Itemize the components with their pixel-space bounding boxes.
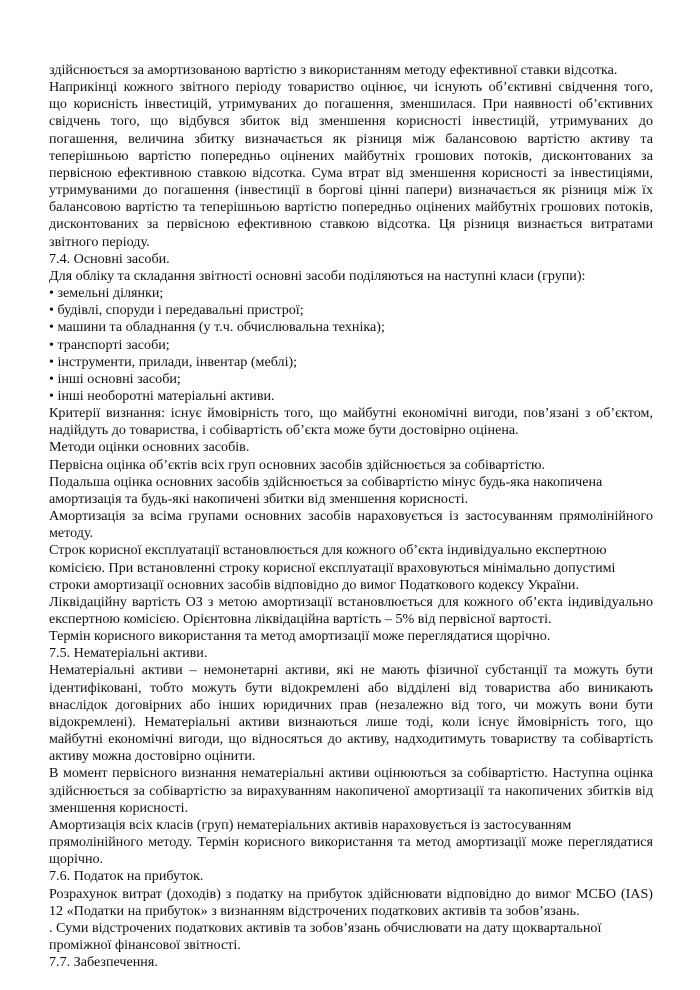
text-line: проміжної фінансової звітності. [49, 936, 241, 953]
text-line: 7.7. Забезпечення. [49, 954, 158, 971]
text-line: внаслідок договірних або інших юридичних прав (незалежно від того, чи можуть вони бути [49, 696, 653, 713]
text-line: амортизація та будь-які накопичені збитки від зменшення корисності. [49, 490, 469, 507]
text-line: 7.6. Податок на прибуток. [49, 868, 204, 885]
text-line: методу. [49, 525, 94, 542]
text-line: прямолінійного методу. Термін корисного використання та метод амортизації може переглядатися [49, 834, 653, 851]
text-line: Термін корисного використання та метод амортизації може переглядатися щорічно. [49, 628, 551, 645]
text-line: • земельні ділянки; [49, 285, 164, 302]
text-line: • інші основні засоби; [49, 370, 181, 387]
text-line: В момент первісного визнання нематеріальні активи оцінюються за собівартістю. Наступна оцінка [49, 765, 653, 782]
text-line: Ліквідаційну вартість ОЗ з метою амортизації встановлюється для кожного об’єкта індивідуально [49, 593, 653, 610]
text-line: що корисність інвестицій, утримуваних до погашення, зменшилася. При наявності об’єктивних [49, 96, 653, 113]
text-line: • інші необоротні матеріальні активи. [49, 387, 275, 404]
text-line: теперішньою вартістю попередньо оцінених майбутніх грошових потоків, дисконтованих за [49, 147, 653, 164]
text-line: строки амортизації основних засобів відповідно до вимог Податкового кодексу України. [49, 576, 580, 593]
text-line: 12 «Податки на прибуток» з визнанням відстрочених податкових активів та зобов’язань. [49, 902, 580, 919]
text-line: балансовою вартістю та теперішньою вартістю попередньо оцінених майбутніх грошових потоків, [49, 199, 653, 216]
text-line: Для обліку та складання звітності основні засоби поділяються на наступні класи (групи): [49, 267, 586, 284]
text-line: Строк корисної експлуатації встановлюється для кожного об’єкта індивідуально експертною [49, 542, 607, 559]
text-line: Наприкінці кожного звітного періоду товариство оцінює, чи існують об’єктивні свідчення того, [49, 79, 653, 96]
text-line: щорічно. [49, 851, 104, 868]
text-line: • будівлі, споруди і передавальні пристрої; [49, 302, 304, 319]
text-line: здійснюється за амортизованою вартістю з використанням методу ефективної ставки відсотка. [49, 62, 618, 78]
text-line: майбутні економічні вигоди, що відносяться до активу, надходитимуть товариству та собівартість [49, 731, 653, 748]
text-line: утримуваними до погашення (інвестиції в боргові цінні папери) визначається як різниця між їх [49, 182, 653, 199]
text-line: надійдуть до товариства, і собівартість об’єкта може бути достовірно оцінена. [49, 422, 519, 439]
text-line: звітного періоду. [49, 233, 150, 250]
text-line: Подальша оцінка основних засобів здійснюється за собівартістю мінус будь-яка накопичена [49, 473, 603, 490]
text-line: Критерії визнання: існує ймовірність того, що майбутні економічні вигоди, пов’язані з об’єктом, [49, 405, 653, 422]
text-line: експертною комісією. Орієнтовна ліквідаційна вартість – 5% від первісної вартості. [49, 611, 552, 627]
text-line: первісною ефективною ставкою відсотка. Сума втрат від зменшення корисності за інвестиціями, [49, 164, 653, 181]
text-line: ідентифіковані, тобто можуть бути відокремлені або відділені від товариства або виникають [49, 679, 653, 696]
text-line: Первісна оцінка об’єктів всіх груп основних засобів здійснюється за собівартістю. [49, 456, 545, 473]
text-line: Методи оцінки основних засобів. [49, 439, 250, 456]
text-line: Амортизація за всіма групами основних засобів нараховується із застосуванням прямолінійного [49, 508, 653, 525]
text-line: • транспорті засоби; [49, 336, 170, 353]
text-line: Розрахунок витрат (доходів) з податку на прибуток здійснювати відповідно до вимог МСБО (IAS) [49, 885, 653, 902]
text-line: комісією. При встановленні строку корисної експлуатації враховуються мінімально допустимі [49, 559, 616, 576]
text-line: погашення, величина збитку визначається як різниця між балансовою вартістю активу та [49, 130, 653, 147]
text-line: . Суми відстрочених податкових активів та зобов’язань обчислювати на дату щоквартальної [49, 919, 602, 936]
text-line: 7.4. Основні засоби. [49, 250, 170, 267]
text-line: дисконтованих за первісною ефективною ставкою відсотка. Ця різниця визнається витратами [49, 216, 653, 233]
text-line: Амортизація всіх класів (груп) нематеріальних активів нараховується із застосуванням [49, 816, 572, 833]
text-line: свідчень того, що відбувся збиток від зменшення корисності інвестицій, утримуваних до [49, 113, 653, 130]
document-page [49, 62, 653, 971]
text-line: зменшення корисності. [49, 799, 189, 816]
text-line: активу можна достовірно оцінити. [49, 748, 256, 765]
text-line: Нематеріальні активи – немонетарні активи, які не мають фізичної субстанції та можуть бути [49, 662, 653, 679]
text-line: • машини та обладнання (у т.ч. обчислювальна техніка); [49, 319, 385, 336]
text-line: 7.5. Нематеріальні активи. [49, 645, 208, 662]
text-line: відокремлені). Нематеріальні активи визнаються лише тоді, коли існує ймовірність того, що [49, 713, 653, 730]
text-line: • інструменти, прилади, інвентар (меблі); [49, 353, 298, 370]
text-line: здійснюється за собівартістю за вирахуванням накопиченої амортизації та накопичених збитків від [49, 782, 653, 799]
